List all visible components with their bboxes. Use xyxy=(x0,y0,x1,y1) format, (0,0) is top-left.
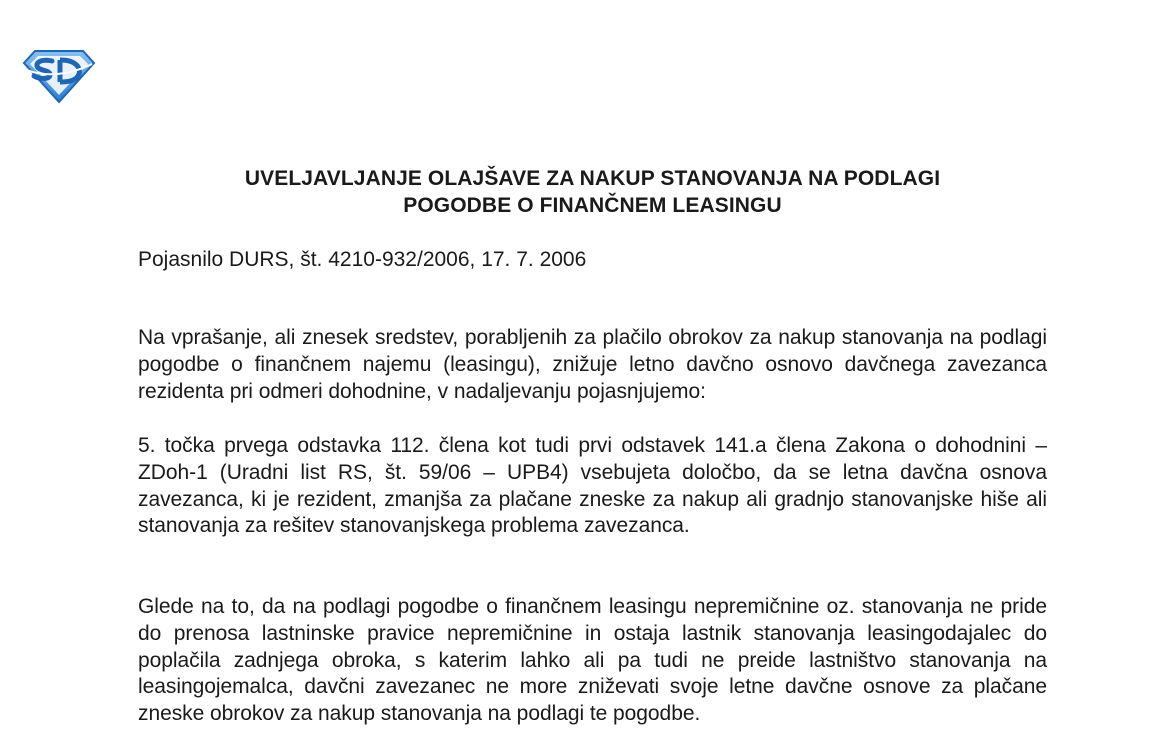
title-line-1: UVELJAVLJANJE OLAJŠAVE ZA NAKUP STANOVANJA NA PODLAGI xyxy=(244,167,941,190)
paragraph-1: Na vprašanje, ali znesek sredstev, porabljenih za plačilo obrokov za nakup stanovanja na podlagi pogodbe o finančnem najemu (leasingu), znižuje letno davčno osnovo davčnega zavezanca rezidenta pri odmeri dohodnine, v nadaljevanju pojasnjujemo: xyxy=(138,326,1047,403)
document-title xyxy=(138,165,1047,219)
paragraph-2: 5. točka prvega odstavka 112. člena kot tudi prvi odstavek 141.a člena Zakona o dohodnini – ZDoh-1 (Uradni list RS, št. 59/06 – UPB4) vsebujeta določbo, da se letna davčna osnova zavezanca, ki je rezident, zmanjša za plačane zneske za nakup ali gradnjo stanovanjske hiše ali stanovanja za rešitev stanovanjskega problema zavezanca. xyxy=(138,434,1047,538)
document-reference: Pojasnilo DURS, št. 4210-932/2006, 17. 7. 2006 xyxy=(138,248,587,271)
paragraph-3: Glede na to, da na podlagi pogodbe o finančnem leasingu nepremičnine oz. stanovanja ne pride do prenosa lastninske pravice nepremičnine in ostaja lastnik stanovanja leasingodajalec do poplačila zadnjega obroka, s katerim lahko ali pa tudi ne preide lastništvo stanovanja na leasingojemalca, davčni zavezanec ne more zniževati svoje letne davčne osnove za plačane zneske obrokov za nakup stanovanja na podlagi te pogodbe. xyxy=(138,595,1047,726)
title-line-2: POGODBE O FINANČNEM LEASINGU xyxy=(403,194,782,217)
company-logo xyxy=(22,48,96,104)
